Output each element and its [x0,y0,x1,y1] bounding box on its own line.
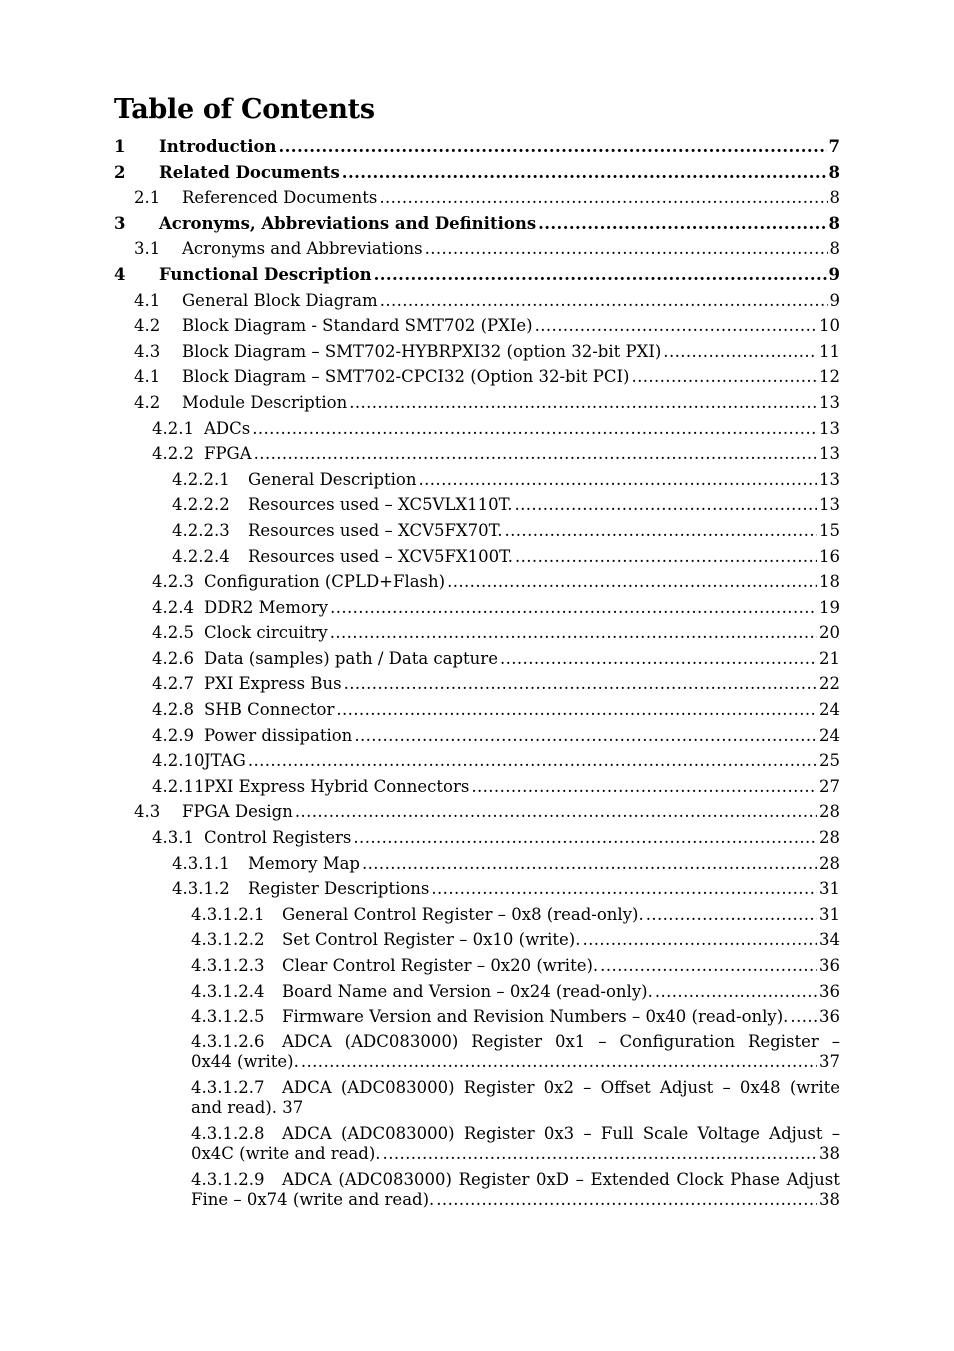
toc-entry-number: 4.2.11 [152,776,205,796]
toc-entry[interactable] [114,134,840,160]
toc-entry-title: Power dissipation [204,725,353,745]
toc-entry-title: Related Documents [159,162,340,182]
toc-entry-title: Acronyms, Abbreviations and Definitions [159,213,537,233]
toc-leader-dots [353,825,817,851]
toc-entry-page: 28 [819,828,840,848]
toc-word: Adjust [659,1077,714,1097]
toc-leader-dots [380,288,828,314]
toc-word: ADCA [282,1077,332,1097]
toc-leader-dots [279,134,827,160]
toc-entry[interactable] [114,569,840,595]
toc-entry-page: 16 [819,546,840,566]
toc-entry-number: 4.2.8 [152,700,194,720]
toc-leader-dots [646,902,817,928]
toc-leader-dots [374,262,827,288]
toc-entry-number: 4.2.3 [152,572,194,592]
toc-leader-dots [500,646,817,672]
toc-entry-number: 4.2.10 [152,751,205,771]
toc-leader-dots [515,544,817,570]
toc-entry-page: 22 [819,674,840,694]
toc-entry-title: Acronyms and Abbreviations [182,239,423,259]
toc-leader-dots [631,364,817,390]
toc-entry[interactable] [114,902,840,928]
toc-word: 0xD [535,1169,570,1189]
toc-entry-page: 13 [819,392,840,412]
toc-leader-dots [248,748,817,774]
toc-entry[interactable] [114,876,840,902]
toc-entry-line2 [191,1052,840,1073]
toc-leader-dots [254,441,817,467]
toc-leader-dots [535,313,817,339]
toc-entry-title: Resources used – XC5VLX110T. [248,495,513,515]
toc-word: Configuration [619,1031,736,1051]
toc-entry[interactable] [114,1004,840,1030]
toc-word: (ADC083000) [338,1169,452,1189]
toc-entry-number: 2.1 [134,188,161,208]
toc-entry-title: Block Diagram – SMT702-CPCI32 (Option 32-bit PCI) [182,367,630,387]
toc-entry-number: 4.3.1.2.9 [191,1169,265,1189]
toc-entry-title: SHB Connector [204,700,335,720]
toc-word: Scale [642,1123,689,1143]
toc-list [114,134,840,1211]
toc-entry-page: 9 [829,290,840,310]
toc-entry-number: 4.2.1 [152,418,194,438]
toc-entry-page: 36 [819,1007,840,1027]
toc-entry-title: General Description [248,469,417,489]
toc-entry-number: 4.3 [134,341,161,361]
toc-entry-title: Set Control Register – 0x10 (write). [282,930,581,950]
toc-entry-title: FPGA Design [182,802,293,822]
toc-entry-title: PXI Express Bus [204,674,342,694]
toc-entry-title-cont: and read). [191,1098,278,1118]
toc-entry-title: Resources used – XCV5FX70T. [248,520,503,540]
toc-word: Phase [730,1169,780,1189]
toc-entry[interactable] [114,160,840,186]
toc-word: – [831,1123,840,1143]
toc-entry-page: 28 [819,802,840,822]
toc-entry-title: Functional Description [159,264,372,284]
toc-entry-page: 10 [819,316,840,336]
toc-entry-page: 27 [819,776,840,796]
toc-entry-number: 4.3.1 [152,828,194,848]
toc-entry[interactable] [114,646,840,672]
toc-entry-page: 8 [828,162,840,182]
toc-leader-dots [425,236,828,262]
toc-entry-title: General Control Register – 0x8 (read-only). [282,904,644,924]
toc-entry-line1 [191,1170,840,1191]
toc-entry-number: 4.2.2.2 [172,495,230,515]
toc-leader-dots [342,160,827,186]
toc-entry-number: 4.2.7 [152,674,194,694]
toc-entry-page: 25 [819,751,840,771]
toc-entry-page: 12 [819,367,840,387]
toc-entry-title: JTAG [204,751,246,771]
toc-entry-page: 38 [819,1190,840,1210]
toc-word: – [598,1031,607,1051]
toc-leader-dots [379,185,827,211]
toc-entry-title: Module Description [182,392,348,412]
toc-entry[interactable] [114,953,840,979]
toc-entry-line2 [191,1190,840,1211]
toc-leader-dots [655,979,817,1005]
toc-entry-page: 28 [819,853,840,873]
toc-entry-wrapped[interactable] [114,1124,840,1165]
toc-entry[interactable] [114,313,840,339]
toc-leader-dots [582,927,817,953]
toc-entry-page: 8 [829,188,840,208]
toc-entry-number: 3.1 [134,239,161,259]
toc-entry-number: 3 [114,213,126,233]
toc-entry-page: 31 [819,904,840,924]
toc-entry-page: 8 [829,239,840,259]
toc-entry-number: 4.2.2.1 [172,469,230,489]
toc-leader-dots [252,416,817,442]
toc-entry-title: Control Registers [204,828,352,848]
toc-entry-title: ADCs [204,418,251,438]
toc-entry-page: 36 [819,981,840,1001]
toc-leader-dots [600,953,817,979]
toc-entry-number: 4.3.1.2.7 [191,1077,265,1097]
toc-entry-title: Resources used – XCV5FX100T. [248,546,513,566]
toc-entry[interactable] [114,671,840,697]
toc-entry-wrapped[interactable] [114,1170,840,1211]
toc-entry-page: 24 [819,725,840,745]
toc-leader-dots [790,1004,817,1030]
toc-entry-number: 4.1 [134,290,161,310]
toc-entry-title-cont: 0x44 (write). [191,1052,299,1072]
toc-entry-page: 13 [819,495,840,515]
toc-entry-number: 4.1 [134,367,161,387]
toc-word: Register [471,1031,543,1051]
toc-entry[interactable] [114,441,840,467]
toc-entry[interactable] [114,390,840,416]
toc-entry[interactable] [114,211,840,237]
toc-entry-number: 4.3.1.2 [172,879,230,899]
toc-entry-title: Firmware Version and Revision Numbers – 0x40 (read-only). [282,1007,789,1027]
toc-entry-number: 4.3.1.2.8 [191,1123,265,1143]
toc-leader-dots [663,339,817,365]
toc-entry-wrapped[interactable] [114,1032,840,1073]
toc-entry-line1 [191,1124,840,1145]
toc-entry-title-cont: Fine – 0x74 (write and read). [191,1190,435,1210]
toc-entry-page: 24 [819,700,840,720]
toc-entry-page: 21 [819,648,840,668]
toc-entry-number: 4.3 [134,802,161,822]
toc-word: Register [463,1123,535,1143]
toc-word: ADCA [282,1123,332,1143]
toc-word: (write [789,1077,840,1097]
toc-entry-title: Referenced Documents [182,188,378,208]
toc-entry-page: 13 [819,444,840,464]
toc-entry-title: Memory Map [248,853,360,873]
toc-entry-page: 8 [828,213,840,233]
page-title: Table of Contents [114,94,375,125]
toc-entry-title: Block Diagram – SMT702-HYBRPXI32 (option 32-bit PXI) [182,341,662,361]
toc-entry-line2 [191,1144,840,1165]
toc-word: Adjust [769,1123,823,1143]
toc-entry[interactable] [114,339,840,365]
toc-entry[interactable] [114,927,840,953]
toc-entry-page: 19 [819,597,840,617]
toc-word: (ADC083000) [340,1123,455,1143]
toc-entry-title: Clear Control Register – 0x20 (write). [282,956,599,975]
toc-entry-number: 1 [114,137,126,156]
toc-entry[interactable] [114,288,840,314]
toc-entry-line1 [191,1078,840,1099]
toc-word: Adjust [786,1169,840,1189]
toc-entry[interactable] [114,262,840,288]
toc-entry-page: 20 [819,623,840,643]
toc-entry-page: 31 [819,879,840,899]
toc-entry[interactable] [114,492,840,518]
toc-word: Register [458,1169,530,1189]
toc-entry-title: Configuration (CPLD+Flash) [204,572,446,592]
toc-entry-title: Clock circuitry [204,623,328,643]
toc-leader-dots [515,492,818,518]
toc-entry-page: 37 [282,1098,304,1118]
toc-word: Clock [676,1169,724,1189]
toc-entry-number: 4.2.4 [152,597,194,617]
toc-entry-number: 4.2.9 [152,725,194,745]
toc-entry-title: Introduction [159,137,277,156]
toc-entry-number: 4.3.1.2.1 [191,904,265,924]
toc-entry[interactable] [114,825,840,851]
toc-word: – [722,1077,731,1097]
toc-entry-number: 4.3.1.2.5 [191,1007,265,1027]
toc-leader-dots [330,620,817,646]
toc-entry[interactable] [114,697,840,723]
toc-word: Full [600,1123,634,1143]
toc-word: – [583,1077,592,1097]
toc-entry-title: Board Name and Version – 0x24 (read-only). [282,981,653,1001]
toc-entry-number: 4.2 [134,392,161,412]
toc-entry-page: 7 [828,137,840,156]
toc-leader-dots [354,723,817,749]
toc-entry-page: 34 [819,930,840,950]
toc-entry-page: 15 [819,520,840,540]
toc-entry-title: FPGA [204,444,252,464]
toc-word: ADCA [282,1169,332,1189]
toc-entry[interactable] [114,979,840,1005]
toc-entry[interactable] [114,799,840,825]
toc-entry-number: 4.2.2.4 [172,546,230,566]
toc-leader-dots [344,671,817,697]
toc-word: 0x1 [554,1031,586,1051]
toc-entry-page: 38 [819,1144,840,1164]
toc-entry[interactable] [114,416,840,442]
toc-leader-dots [349,390,817,416]
toc-entry-title: PXI Express Hybrid Connectors [204,776,470,796]
toc-entry-page: 18 [819,572,840,592]
toc-entry-number: 4.2.5 [152,623,194,643]
toc-entry-page: 36 [819,956,840,975]
toc-word: Voltage [697,1123,760,1143]
toc-leader-dots [336,697,817,723]
toc-entry-number: 4.3.1.2.4 [191,981,265,1001]
toc-leader-dots [538,211,826,237]
toc-entry-title: Data (samples) path / Data capture [204,648,498,668]
toc-leader-dots [505,518,818,544]
toc-leader-dots [301,1052,817,1073]
toc-word: Offset [600,1077,651,1097]
toc-entry-page: 13 [819,469,840,489]
toc-word: (ADC083000) [344,1031,459,1051]
toc-entry-number: 4.3.1.2.6 [191,1031,265,1051]
toc-entry-page: 11 [819,341,840,361]
toc-word: – [575,1169,584,1189]
toc-word: 0x3 [543,1123,575,1143]
toc-entry[interactable] [114,518,840,544]
toc-entry[interactable] [114,774,840,800]
toc-entry-page: 9 [828,264,840,284]
toc-entry[interactable] [114,364,840,390]
toc-entry-page: 37 [819,1052,840,1072]
toc-entry-title: General Block Diagram [182,290,378,310]
toc-entry-wrapped[interactable] [114,1078,840,1119]
toc-leader-dots [383,1144,817,1165]
toc-word: – [831,1031,840,1051]
toc-entry[interactable] [114,723,840,749]
toc-entry-number: 4.3.1.2.3 [191,956,265,975]
toc-leader-dots [471,774,817,800]
toc-entry-number: 4.3.1.2.2 [191,930,265,950]
toc-entry-page: 13 [819,418,840,438]
toc-leader-dots [295,799,817,825]
toc-entry-line2 [191,1098,840,1119]
toc-entry-number: 4.2.2.3 [172,520,230,540]
toc-entry[interactable] [114,748,840,774]
toc-word: 0x48 [739,1077,781,1097]
toc-entry-title: Block Diagram - Standard SMT702 (PXIe) [182,316,533,336]
toc-entry[interactable] [114,851,840,877]
toc-leader-dots [431,876,817,902]
toc-entry-line1 [191,1032,840,1053]
toc-leader-dots [418,467,817,493]
toc-entry[interactable] [114,467,840,493]
toc-entry-title: DDR2 Memory [204,597,329,617]
toc-leader-dots [362,851,817,877]
toc-entry-title: Register Descriptions [248,879,430,899]
toc-entry[interactable] [114,544,840,570]
toc-leader-dots [436,1190,817,1211]
toc-entry-number: 4.2.6 [152,648,194,668]
toc-word: Extended [590,1169,670,1189]
toc-word: 0x2 [543,1077,574,1097]
toc-leader-dots [330,595,817,621]
toc-leader-dots [447,569,817,595]
toc-word: Register [463,1077,535,1097]
toc-entry-number: 4.2.2 [152,444,194,464]
toc-entry-number: 4 [114,264,126,284]
toc-word: – [583,1123,592,1143]
toc-page [114,92,840,1216]
toc-word: (ADC083000) [340,1077,455,1097]
toc-entry[interactable] [114,595,840,621]
toc-entry[interactable] [114,620,840,646]
toc-entry-number: 4.2 [134,316,161,336]
toc-entry-number: 4.3.1.1 [172,853,230,873]
toc-word: Register [747,1031,819,1051]
toc-entry[interactable] [114,185,840,211]
toc-entry-number: 2 [114,162,126,182]
toc-word: ADCA [282,1031,332,1051]
toc-entry[interactable] [114,236,840,262]
toc-entry-title-cont: 0x4C (write and read). [191,1144,381,1164]
